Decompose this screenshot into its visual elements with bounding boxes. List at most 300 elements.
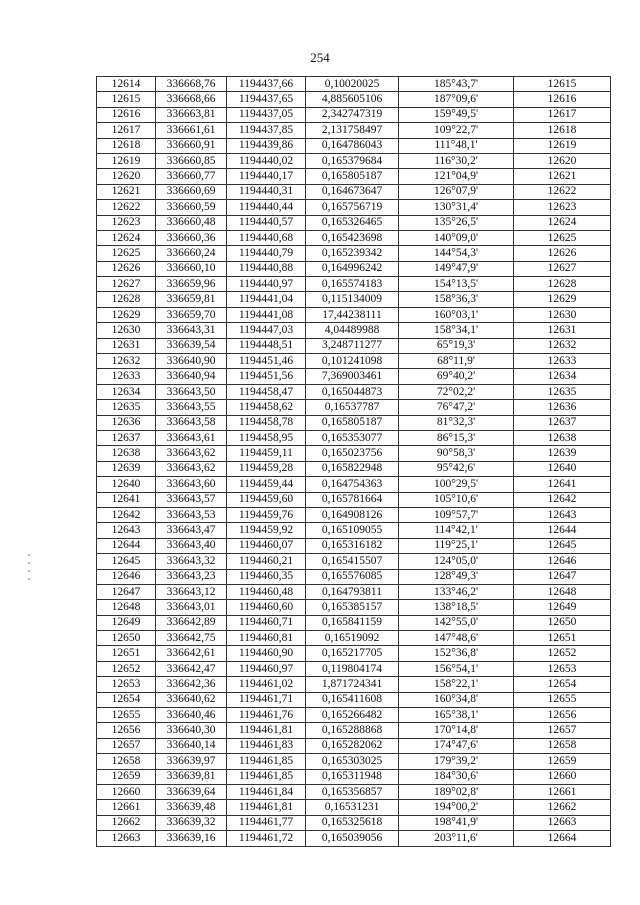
- point-to-cell: 12623: [514, 200, 611, 215]
- point-to-cell: 12621: [514, 169, 611, 184]
- bearing-cell: 194°00,2': [399, 800, 514, 815]
- x-coordinate-cell: 336643,53: [156, 507, 227, 522]
- distance-cell: 0,119804174: [306, 661, 399, 676]
- bearing-cell: 130°31,4': [399, 200, 514, 215]
- table-row: [97, 277, 611, 292]
- distance-cell: 0,165023756: [306, 446, 399, 461]
- table-row: [97, 584, 611, 599]
- x-coordinate-cell: 336659,70: [156, 307, 227, 322]
- bearing-cell: 159°49,5': [399, 107, 514, 122]
- bearing-cell: 109°22,7': [399, 123, 514, 138]
- y-coordinate-cell: 1194461,83: [227, 738, 306, 753]
- y-coordinate-cell: 1194459,92: [227, 523, 306, 538]
- y-coordinate-cell: 1194437,85: [227, 123, 306, 138]
- bearing-cell: 100°29,5': [399, 477, 514, 492]
- x-coordinate-cell: 336643,40: [156, 538, 227, 553]
- point-from-cell: 12625: [97, 246, 156, 261]
- x-coordinate-cell: 336640,46: [156, 708, 227, 723]
- x-coordinate-cell: 336642,47: [156, 661, 227, 676]
- y-coordinate-cell: 1194439,86: [227, 138, 306, 153]
- distance-cell: 0,164908126: [306, 507, 399, 522]
- point-to-cell: 12655: [514, 692, 611, 707]
- table-row: [97, 200, 611, 215]
- y-coordinate-cell: 1194447,03: [227, 323, 306, 338]
- table-row: [97, 230, 611, 245]
- x-coordinate-cell: 336643,58: [156, 415, 227, 430]
- x-coordinate-cell: 336640,90: [156, 354, 227, 369]
- point-to-cell: 12627: [514, 261, 611, 276]
- y-coordinate-cell: 1194458,78: [227, 415, 306, 430]
- bearing-cell: 105°10,6': [399, 492, 514, 507]
- y-coordinate-cell: 1194460,71: [227, 615, 306, 630]
- x-coordinate-cell: 336659,96: [156, 277, 227, 292]
- table-row: [97, 646, 611, 661]
- bearing-cell: 156°54,1': [399, 661, 514, 676]
- point-from-cell: 12615: [97, 92, 156, 107]
- y-coordinate-cell: 1194460,21: [227, 554, 306, 569]
- point-to-cell: 12625: [514, 230, 611, 245]
- bearing-cell: 147°48,6': [399, 631, 514, 646]
- point-to-cell: 12634: [514, 369, 611, 384]
- y-coordinate-cell: 1194440,97: [227, 277, 306, 292]
- coordinates-table-body: [97, 77, 611, 847]
- table-row: [97, 677, 611, 692]
- x-coordinate-cell: 336659,81: [156, 292, 227, 307]
- bearing-cell: 142°55,0': [399, 615, 514, 630]
- table-row: [97, 138, 611, 153]
- point-to-cell: 12639: [514, 446, 611, 461]
- x-coordinate-cell: 336660,69: [156, 184, 227, 199]
- bearing-cell: 160°03,1': [399, 307, 514, 322]
- point-from-cell: 12643: [97, 523, 156, 538]
- point-from-cell: 12631: [97, 338, 156, 353]
- point-from-cell: 12648: [97, 600, 156, 615]
- distance-cell: 0,164673647: [306, 184, 399, 199]
- distance-cell: 0,165316182: [306, 538, 399, 553]
- x-coordinate-cell: 336640,94: [156, 369, 227, 384]
- y-coordinate-cell: 1194440,31: [227, 184, 306, 199]
- y-coordinate-cell: 1194440,88: [227, 261, 306, 276]
- point-from-cell: 12622: [97, 200, 156, 215]
- point-to-cell: 12615: [514, 77, 611, 92]
- distance-cell: 0,165356857: [306, 784, 399, 799]
- point-to-cell: 12637: [514, 415, 611, 430]
- y-coordinate-cell: 1194451,56: [227, 369, 306, 384]
- x-coordinate-cell: 336668,76: [156, 77, 227, 92]
- point-to-cell: 12633: [514, 354, 611, 369]
- bearing-cell: 189°02,8': [399, 784, 514, 799]
- bearing-cell: 69°40,2': [399, 369, 514, 384]
- x-coordinate-cell: 336639,54: [156, 338, 227, 353]
- distance-cell: 0,164754363: [306, 477, 399, 492]
- y-coordinate-cell: 1194461,71: [227, 692, 306, 707]
- bearing-cell: 81°32,3': [399, 415, 514, 430]
- y-coordinate-cell: 1194459,76: [227, 507, 306, 522]
- table-row: [97, 754, 611, 769]
- point-from-cell: 12658: [97, 754, 156, 769]
- bearing-cell: 184°30,6': [399, 769, 514, 784]
- x-coordinate-cell: 336640,14: [156, 738, 227, 753]
- point-to-cell: 12636: [514, 400, 611, 415]
- point-from-cell: 12657: [97, 738, 156, 753]
- point-to-cell: 12620: [514, 153, 611, 168]
- y-coordinate-cell: 1194440,02: [227, 153, 306, 168]
- point-from-cell: 12619: [97, 153, 156, 168]
- x-coordinate-cell: 336643,01: [156, 600, 227, 615]
- bearing-cell: 154°13,5': [399, 277, 514, 292]
- distance-cell: 0,165282062: [306, 738, 399, 753]
- distance-cell: 0,16537787: [306, 400, 399, 415]
- y-coordinate-cell: 1194458,62: [227, 400, 306, 415]
- point-to-cell: 12648: [514, 584, 611, 599]
- y-coordinate-cell: 1194459,44: [227, 477, 306, 492]
- distance-cell: 0,10020025: [306, 77, 399, 92]
- y-coordinate-cell: 1194448,51: [227, 338, 306, 353]
- table-row: [97, 292, 611, 307]
- point-to-cell: 12643: [514, 507, 611, 522]
- distance-cell: 0,164786043: [306, 138, 399, 153]
- point-to-cell: 12632: [514, 338, 611, 353]
- y-coordinate-cell: 1194461,81: [227, 723, 306, 738]
- distance-cell: 0,165044873: [306, 384, 399, 399]
- point-from-cell: 12628: [97, 292, 156, 307]
- distance-cell: 0,165326465: [306, 215, 399, 230]
- point-to-cell: 12652: [514, 646, 611, 661]
- point-to-cell: 12640: [514, 461, 611, 476]
- y-coordinate-cell: 1194440,79: [227, 246, 306, 261]
- table-row: [97, 538, 611, 553]
- x-coordinate-cell: 336643,12: [156, 584, 227, 599]
- point-from-cell: 12654: [97, 692, 156, 707]
- distance-cell: 0,165239342: [306, 246, 399, 261]
- x-coordinate-cell: 336639,48: [156, 800, 227, 815]
- bearing-cell: 144°54,3': [399, 246, 514, 261]
- distance-cell: 0,164793811: [306, 584, 399, 599]
- point-from-cell: 12663: [97, 831, 156, 846]
- point-to-cell: 12645: [514, 538, 611, 553]
- bearing-cell: 158°34,1': [399, 323, 514, 338]
- y-coordinate-cell: 1194461,81: [227, 800, 306, 815]
- table-row: [97, 369, 611, 384]
- point-to-cell: 12619: [514, 138, 611, 153]
- x-coordinate-cell: 336642,36: [156, 677, 227, 692]
- distance-cell: 0,16531231: [306, 800, 399, 815]
- bearing-cell: 114°42,1': [399, 523, 514, 538]
- y-coordinate-cell: 1194459,60: [227, 492, 306, 507]
- y-coordinate-cell: 1194461,85: [227, 769, 306, 784]
- point-to-cell: 12660: [514, 769, 611, 784]
- y-coordinate-cell: 1194440,57: [227, 215, 306, 230]
- x-coordinate-cell: 336639,32: [156, 815, 227, 830]
- bearing-cell: 198°41,9': [399, 815, 514, 830]
- distance-cell: 3,248711277: [306, 338, 399, 353]
- table-row: [97, 246, 611, 261]
- point-to-cell: 12657: [514, 723, 611, 738]
- bearing-cell: 86°15,3': [399, 430, 514, 445]
- table-row: [97, 738, 611, 753]
- y-coordinate-cell: 1194459,28: [227, 461, 306, 476]
- y-coordinate-cell: 1194460,90: [227, 646, 306, 661]
- point-from-cell: 12617: [97, 123, 156, 138]
- bearing-cell: 121°04,9': [399, 169, 514, 184]
- y-coordinate-cell: 1194458,95: [227, 430, 306, 445]
- bearing-cell: 119°25,1': [399, 538, 514, 553]
- table-row: [97, 477, 611, 492]
- y-coordinate-cell: 1194440,17: [227, 169, 306, 184]
- x-coordinate-cell: 336643,61: [156, 430, 227, 445]
- table-row: [97, 461, 611, 476]
- point-from-cell: 12632: [97, 354, 156, 369]
- bearing-cell: 124°05,0': [399, 554, 514, 569]
- table-row: [97, 384, 611, 399]
- point-from-cell: 12629: [97, 307, 156, 322]
- point-from-cell: 12661: [97, 800, 156, 815]
- point-from-cell: 12641: [97, 492, 156, 507]
- table-row: [97, 692, 611, 707]
- point-from-cell: 12616: [97, 107, 156, 122]
- x-coordinate-cell: 336640,62: [156, 692, 227, 707]
- y-coordinate-cell: 1194460,35: [227, 569, 306, 584]
- distance-cell: 1,871724341: [306, 677, 399, 692]
- bearing-cell: 203°11,6': [399, 831, 514, 846]
- point-to-cell: 12663: [514, 815, 611, 830]
- x-coordinate-cell: 336639,81: [156, 769, 227, 784]
- bearing-cell: 149°47,9': [399, 261, 514, 276]
- point-to-cell: 12658: [514, 738, 611, 753]
- distance-cell: 0,165039056: [306, 831, 399, 846]
- distance-cell: 0,165822948: [306, 461, 399, 476]
- point-from-cell: 12638: [97, 446, 156, 461]
- x-coordinate-cell: 336643,62: [156, 461, 227, 476]
- point-to-cell: 12630: [514, 307, 611, 322]
- table-row: [97, 338, 611, 353]
- table-row: [97, 723, 611, 738]
- point-to-cell: 12642: [514, 492, 611, 507]
- bearing-cell: 72°02,2': [399, 384, 514, 399]
- bearing-cell: 95°42,6': [399, 461, 514, 476]
- table-row: [97, 569, 611, 584]
- distance-cell: 0,115134009: [306, 292, 399, 307]
- point-to-cell: 12653: [514, 661, 611, 676]
- point-from-cell: 12620: [97, 169, 156, 184]
- table-row: [97, 831, 611, 846]
- x-coordinate-cell: 336660,77: [156, 169, 227, 184]
- y-coordinate-cell: 1194461,84: [227, 784, 306, 799]
- y-coordinate-cell: 1194441,04: [227, 292, 306, 307]
- table-row: [97, 446, 611, 461]
- x-coordinate-cell: 336661,61: [156, 123, 227, 138]
- table-row: [97, 430, 611, 445]
- bearing-cell: 140°09,0': [399, 230, 514, 245]
- point-from-cell: 12640: [97, 477, 156, 492]
- bearing-cell: 128°49,3': [399, 569, 514, 584]
- table-row: [97, 400, 611, 415]
- bearing-cell: 187°09,6': [399, 92, 514, 107]
- point-to-cell: 12635: [514, 384, 611, 399]
- table-row: [97, 631, 611, 646]
- table-row: [97, 123, 611, 138]
- bearing-cell: 111°48,1': [399, 138, 514, 153]
- y-coordinate-cell: 1194461,02: [227, 677, 306, 692]
- distance-cell: 0,165353077: [306, 430, 399, 445]
- distance-cell: 0,165805187: [306, 415, 399, 430]
- table-row: [97, 184, 611, 199]
- bearing-cell: 179°39,2': [399, 754, 514, 769]
- x-coordinate-cell: 336643,31: [156, 323, 227, 338]
- point-from-cell: 12651: [97, 646, 156, 661]
- point-from-cell: 12647: [97, 584, 156, 599]
- x-coordinate-cell: 336660,10: [156, 261, 227, 276]
- point-to-cell: 12628: [514, 277, 611, 292]
- bearing-cell: 165°38,1': [399, 708, 514, 723]
- bearing-cell: 152°36,8': [399, 646, 514, 661]
- point-to-cell: 12631: [514, 323, 611, 338]
- bearing-cell: 185°43,7': [399, 77, 514, 92]
- point-from-cell: 12650: [97, 631, 156, 646]
- table-row: [97, 215, 611, 230]
- y-coordinate-cell: 1194459,11: [227, 446, 306, 461]
- distance-cell: 0,165415507: [306, 554, 399, 569]
- bearing-cell: 76°47,2': [399, 400, 514, 415]
- x-coordinate-cell: 336660,91: [156, 138, 227, 153]
- x-coordinate-cell: 336639,64: [156, 784, 227, 799]
- x-coordinate-cell: 336660,48: [156, 215, 227, 230]
- point-to-cell: 12650: [514, 615, 611, 630]
- distance-cell: 0,16519092: [306, 631, 399, 646]
- point-from-cell: 12633: [97, 369, 156, 384]
- table-row: [97, 661, 611, 676]
- y-coordinate-cell: 1194437,66: [227, 77, 306, 92]
- distance-cell: 0,165266482: [306, 708, 399, 723]
- x-coordinate-cell: 336663,81: [156, 107, 227, 122]
- table-row: [97, 92, 611, 107]
- distance-cell: 2,342747319: [306, 107, 399, 122]
- bearing-cell: 135°26,5': [399, 215, 514, 230]
- point-from-cell: 12630: [97, 323, 156, 338]
- table-row: [97, 600, 611, 615]
- point-from-cell: 12623: [97, 215, 156, 230]
- x-coordinate-cell: 336639,16: [156, 831, 227, 846]
- y-coordinate-cell: 1194458,47: [227, 384, 306, 399]
- y-coordinate-cell: 1194440,68: [227, 230, 306, 245]
- y-coordinate-cell: 1194461,85: [227, 754, 306, 769]
- table-row: [97, 77, 611, 92]
- point-from-cell: 12635: [97, 400, 156, 415]
- point-from-cell: 12627: [97, 277, 156, 292]
- point-from-cell: 12652: [97, 661, 156, 676]
- y-coordinate-cell: 1194451,46: [227, 354, 306, 369]
- point-to-cell: 12654: [514, 677, 611, 692]
- table-row: [97, 708, 611, 723]
- distance-cell: 7,369003461: [306, 369, 399, 384]
- bearing-cell: 174°47,6': [399, 738, 514, 753]
- distance-cell: 0,165325618: [306, 815, 399, 830]
- y-coordinate-cell: 1194461,72: [227, 831, 306, 846]
- x-coordinate-cell: 336642,75: [156, 631, 227, 646]
- distance-cell: 0,165576085: [306, 569, 399, 584]
- point-from-cell: 12636: [97, 415, 156, 430]
- point-to-cell: 12662: [514, 800, 611, 815]
- table-row: [97, 554, 611, 569]
- distance-cell: 0,165217705: [306, 646, 399, 661]
- point-to-cell: 12638: [514, 430, 611, 445]
- distance-cell: 0,165385157: [306, 600, 399, 615]
- y-coordinate-cell: 1194460,07: [227, 538, 306, 553]
- point-from-cell: 12624: [97, 230, 156, 245]
- point-to-cell: 12618: [514, 123, 611, 138]
- distance-cell: 0,101241098: [306, 354, 399, 369]
- point-from-cell: 12626: [97, 261, 156, 276]
- point-to-cell: 12651: [514, 631, 611, 646]
- table-row: [97, 492, 611, 507]
- point-from-cell: 12655: [97, 708, 156, 723]
- table-row: [97, 307, 611, 322]
- bearing-cell: 68°11,9': [399, 354, 514, 369]
- point-from-cell: 12660: [97, 784, 156, 799]
- bearing-cell: 90°58,3': [399, 446, 514, 461]
- distance-cell: 0,165411608: [306, 692, 399, 707]
- y-coordinate-cell: 1194440,44: [227, 200, 306, 215]
- x-coordinate-cell: 336640,30: [156, 723, 227, 738]
- table-row: [97, 323, 611, 338]
- distance-cell: 0,165303025: [306, 754, 399, 769]
- bearing-cell: 170°14,8': [399, 723, 514, 738]
- bearing-cell: 138°18,5': [399, 600, 514, 615]
- table-row: [97, 261, 611, 276]
- bearing-cell: 109°57,7': [399, 507, 514, 522]
- x-coordinate-cell: 336660,24: [156, 246, 227, 261]
- distance-cell: 0,165756719: [306, 200, 399, 215]
- y-coordinate-cell: 1194437,65: [227, 92, 306, 107]
- table-row: [97, 354, 611, 369]
- x-coordinate-cell: 336643,62: [156, 446, 227, 461]
- point-from-cell: 12649: [97, 615, 156, 630]
- point-from-cell: 12659: [97, 769, 156, 784]
- distance-cell: 0,165805187: [306, 169, 399, 184]
- distance-cell: 0,165574183: [306, 277, 399, 292]
- y-coordinate-cell: 1194437,05: [227, 107, 306, 122]
- point-from-cell: 12637: [97, 430, 156, 445]
- y-coordinate-cell: 1194460,60: [227, 600, 306, 615]
- x-coordinate-cell: 336643,50: [156, 384, 227, 399]
- y-coordinate-cell: 1194460,97: [227, 661, 306, 676]
- x-coordinate-cell: 336642,89: [156, 615, 227, 630]
- bearing-cell: 65°19,3': [399, 338, 514, 353]
- table-row: [97, 815, 611, 830]
- bearing-cell: 158°22,1': [399, 677, 514, 692]
- bearing-cell: 126°07,9': [399, 184, 514, 199]
- point-from-cell: 12662: [97, 815, 156, 830]
- point-from-cell: 12634: [97, 384, 156, 399]
- table-row: [97, 523, 611, 538]
- x-coordinate-cell: 336643,23: [156, 569, 227, 584]
- point-to-cell: 12649: [514, 600, 611, 615]
- point-from-cell: 12639: [97, 461, 156, 476]
- table-row: [97, 507, 611, 522]
- point-to-cell: 12626: [514, 246, 611, 261]
- y-coordinate-cell: 1194460,81: [227, 631, 306, 646]
- table-row: [97, 615, 611, 630]
- point-from-cell: 12644: [97, 538, 156, 553]
- point-to-cell: 12616: [514, 92, 611, 107]
- point-to-cell: 12656: [514, 708, 611, 723]
- point-to-cell: 12629: [514, 292, 611, 307]
- x-coordinate-cell: 336643,47: [156, 523, 227, 538]
- x-coordinate-cell: 336660,59: [156, 200, 227, 215]
- margin-scan-artifact: [28, 548, 31, 586]
- x-coordinate-cell: 336643,57: [156, 492, 227, 507]
- distance-cell: 2,131758497: [306, 123, 399, 138]
